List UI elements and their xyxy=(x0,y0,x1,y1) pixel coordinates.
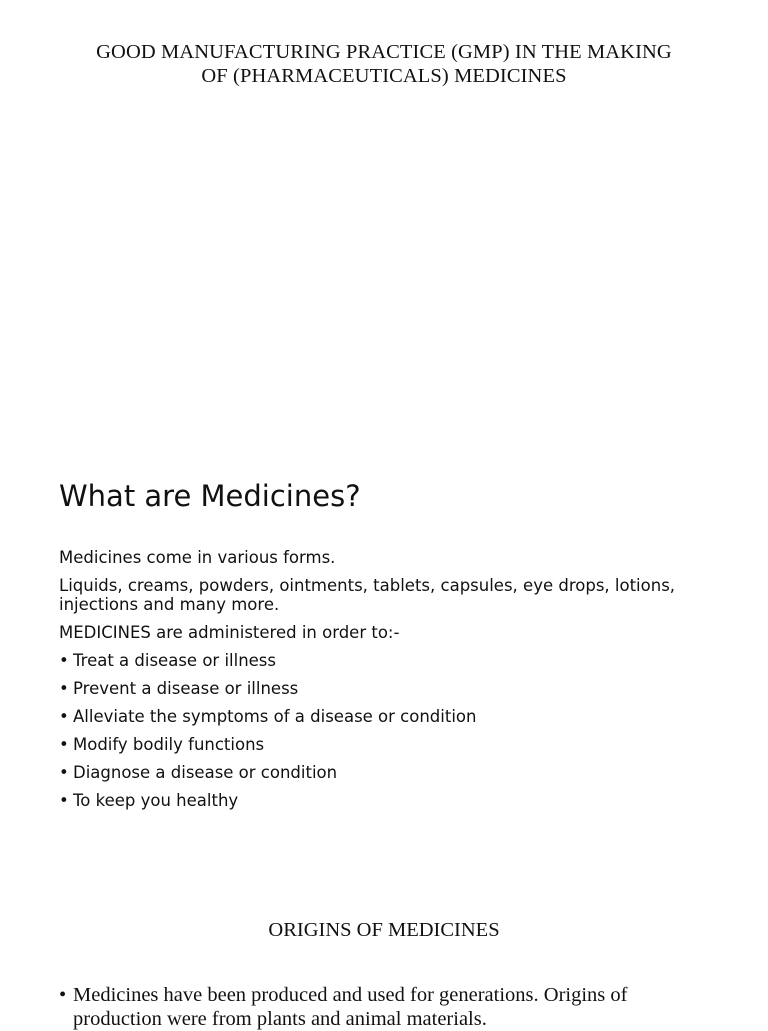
bullet-glyph: • xyxy=(59,791,69,810)
list-item-text: Treat a disease or illness xyxy=(73,651,276,670)
title-line-2: OF (PHARMACEUTICALS) MEDICINES xyxy=(201,65,567,87)
paragraph-forms: Medicines come in various forms. xyxy=(59,548,336,567)
list-item-text: Medicines have been produced and used for generations. Origins of production were from plants and animal materials. xyxy=(73,984,628,1030)
list-item xyxy=(59,791,719,810)
document-title xyxy=(40,40,728,88)
title-line-1: GOOD MANUFACTURING PRACTICE (GMP) IN THE MAKING xyxy=(96,41,672,63)
paragraph-form-list: Liquids, creams, powders, ointments, tablets, capsules, eye drops, lotions, injections and many more. xyxy=(59,576,676,614)
bullet-glyph: • xyxy=(59,707,69,726)
list-item xyxy=(59,735,719,754)
list-item xyxy=(59,651,719,670)
purpose-bullet-list xyxy=(59,651,719,810)
list-item xyxy=(59,763,719,782)
bullet-glyph: • xyxy=(59,763,69,782)
section-heading-origins: ORIGINS OF MEDICINES xyxy=(268,919,500,941)
medicines-content xyxy=(59,548,719,819)
bullet-glyph: • xyxy=(59,735,69,754)
bullet-glyph: • xyxy=(59,984,67,1006)
bullet-glyph: • xyxy=(59,679,69,698)
bullet-glyph: • xyxy=(59,651,69,670)
paragraph-administered: MEDICINES are administered in order to:- xyxy=(59,623,400,642)
list-item-text: Prevent a disease or illness xyxy=(73,679,299,698)
list-item-text: Modify bodily functions xyxy=(73,735,265,754)
list-item-text: Diagnose a disease or condition xyxy=(73,763,338,782)
list-item xyxy=(59,707,719,726)
list-item-text: To keep you healthy xyxy=(73,791,239,810)
section-heading-what-are-medicines: What are Medicines? xyxy=(59,479,361,513)
list-item xyxy=(59,679,719,698)
list-item-text: Alleviate the symptoms of a disease or condition xyxy=(73,707,477,726)
